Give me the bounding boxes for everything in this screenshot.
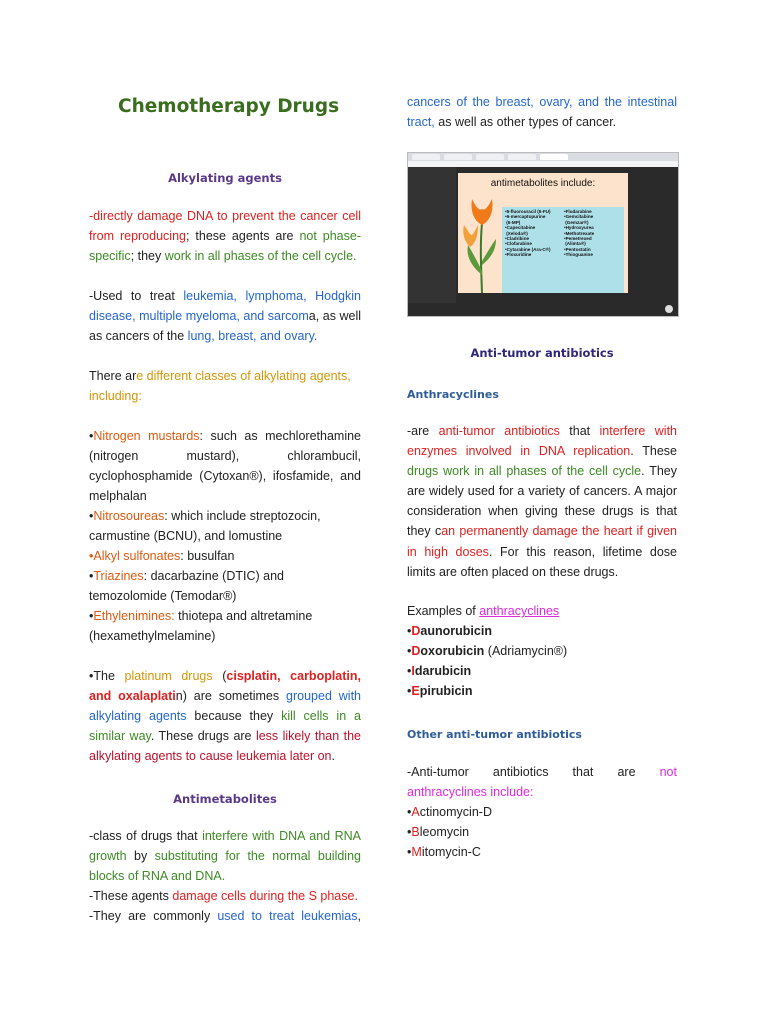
other-item: •Actinomycin-D: [407, 805, 492, 819]
browser-tab-bar: [408, 153, 678, 161]
drug-list-box: [502, 207, 624, 293]
examples-label: Examples of anthracyclines: [407, 604, 560, 618]
alkylating-paragraph-2: -Used to treat leukemia, lymphoma, Hodgkin disease, multiple myeloma, and sarcoma, as well as cancers of the lung, breast, and ovary.: [89, 289, 362, 344]
slide-title: antimetabolites include:: [490, 178, 596, 189]
example-item: •Daunorubicin: [407, 624, 492, 638]
heading-antimetabolites: Antimetabolites: [173, 792, 277, 806]
class-item-nitrosoureas: •Nitrosoureas: which include streptozocin, carmustine (BCNU), and lomustine: [89, 509, 321, 544]
heading-other-anti-tumor-antibiotics: Other anti-tumor antibiotics: [407, 728, 582, 741]
alkylating-classes-intro: There are different classes of alkylating agents, including:: [89, 369, 351, 404]
heading-anthracyclines: Anthracyclines: [407, 388, 499, 401]
heading-alkylating: Alkylating agents: [168, 171, 282, 185]
antimetabolites-paragraph-1: -class of drugs that interfere with DNA and RNA growth by substituting for the normal building blocks of RNA and DNA.: [89, 829, 361, 884]
antimetabolites-paragraph-continued: cancers of the breast, ovary, and the intestinal tract, as well as other types of cancer.: [407, 95, 677, 130]
anthracyclines-link[interactable]: anthracyclines: [479, 604, 560, 618]
other-antibiotics-paragraph: -Anti-tumor antibiotics that are not anthracyclines include:: [407, 765, 677, 800]
antimetabolites-paragraph-2: -These agents damage cells during the S phase.: [89, 889, 358, 903]
platinum-paragraph: •The platinum drugs (cisplatin, carboplatin, and oxalaplatin) are sometimes grouped with alkylating agents because they kill cells in a similar way. These drugs are less likely than the alkylating agents to cause leukemia later on.: [89, 669, 362, 764]
slide-thumbnail-sidebar: [408, 167, 456, 316]
example-item: •Doxorubicin (Adriamycin®): [407, 644, 568, 658]
slide: [458, 173, 628, 293]
class-item-ethylenimines: •Ethylenimines: thiotepa and altretamine (hexamethylmelamine): [89, 609, 313, 644]
example-item: •Idarubicin: [407, 664, 472, 678]
alkylating-paragraph-1: -directly damage DNA to prevent the cancer cell from reproducing; these agents are not phase-specific; they work in all phases of the cell cycle.: [89, 209, 361, 264]
heading-anti-tumor-antibiotics: Anti-tumor antibiotics: [470, 346, 614, 360]
other-item: •Bleomycin: [407, 825, 470, 839]
antimetabolites-paragraph-3: -They are commonly used to treat leukemias,: [89, 909, 361, 923]
example-item: •Epirubicin: [407, 684, 473, 698]
other-item: •Mitomycin-C: [407, 845, 481, 859]
class-item-triazines: •Triazines: dacarbazine (DTIC) and temozolomide (Temodar®): [89, 569, 284, 604]
drug-list-column-2: •Fludarabine •Gemcitabine (Gemzar®) •Hydroxyurea •Methotrexate •Pemetrexed (Alimta®) •Pentostatin •Thioguanine: [564, 209, 595, 258]
page-title: Chemotherapy Drugs: [118, 96, 340, 117]
fullscreen-icon: [664, 304, 674, 314]
anthracyclines-paragraph: -are anti-tumor antibiotics that interfere with enzymes involved in DNA replication. These drugs work in all phases of the cell cycle. They are widely used for a variety of cancers. A major consideration when giving these drugs is that they can permanently damage the heart if given in high doses. For this reason, lifetime dose limits are often placed on these drugs.: [407, 424, 677, 579]
drug-list-column-1: •5-fluorouracil (5-FU) •6-mercaptopurine (6-MP) •Capecitabine (Xeloda®) •Cladribine •Clofarabine •Cytarabine (Ara-C®) •Floxuridine: [505, 209, 551, 258]
player-controls: [408, 303, 678, 316]
class-item-nitrogen-mustards: •Nitrogen mustards: such as mechlorethamine (nitrogen mustard), chlorambucil, cyclophosphamide (Cytoxan®), ifosfamide, and melphalan: [89, 429, 361, 504]
tulip-flower-icon: [460, 195, 504, 293]
class-item-alkyl-sulfonates: •Alkyl sulfonates: busulfan: [89, 549, 235, 563]
embedded-slide-screenshot: [407, 152, 679, 317]
